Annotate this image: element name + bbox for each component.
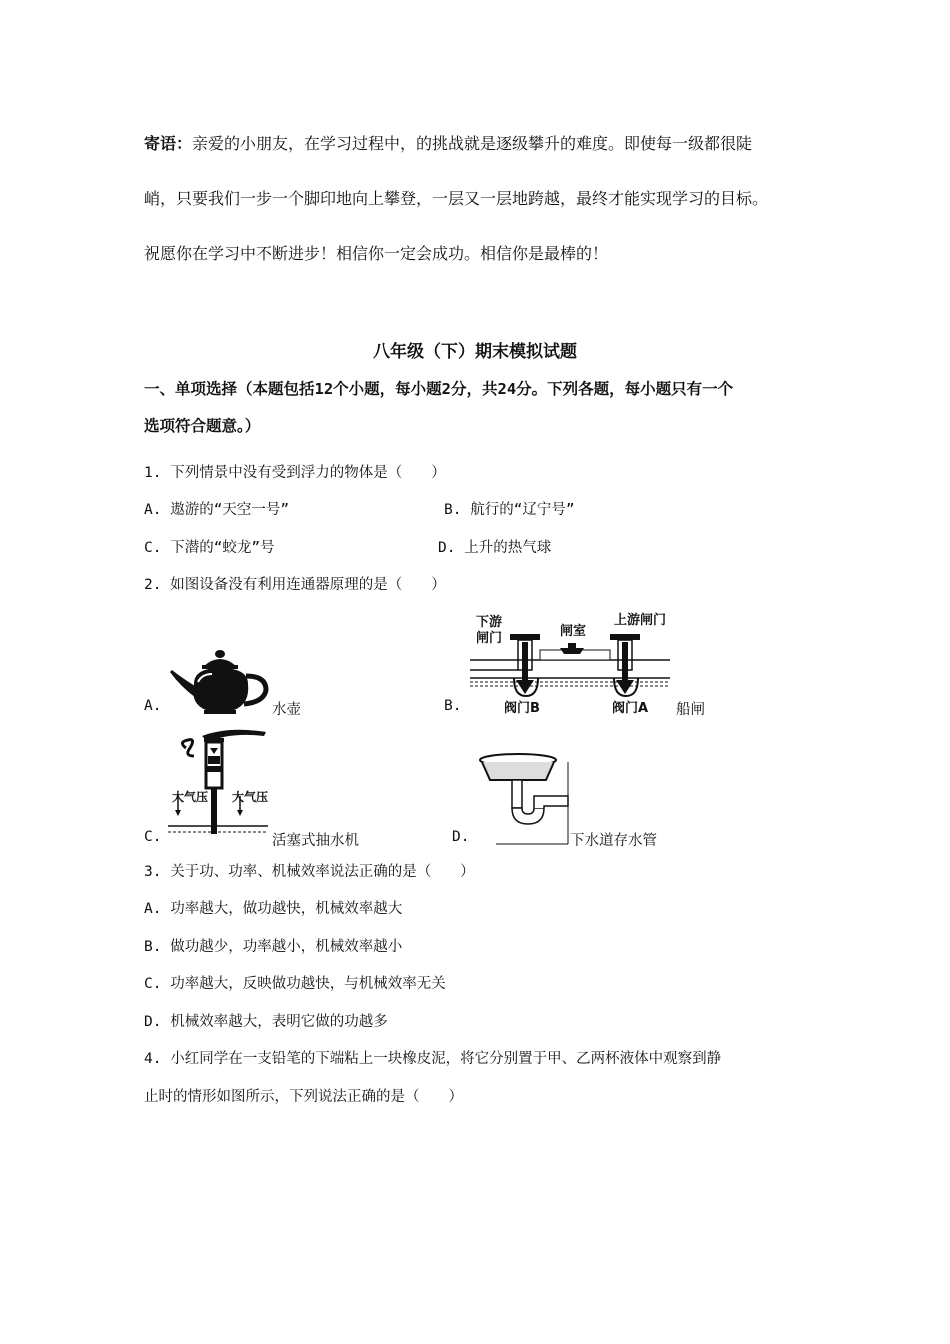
intro-line-3: 祝愿你在学习中不断进步！相信你一定会成功。相信你是最棒的！ — [144, 244, 609, 263]
q3-option-c: C. 功率越大，反映做功越快，与机械效率无关 — [144, 976, 446, 992]
q4-stem-line-2: 止时的情形如图所示，下列说法正确的是（ ） — [144, 1089, 463, 1105]
q2-option-d-letter: D. — [452, 829, 470, 845]
q3-option-d: D. 机械效率越大，表明它做的功越多 — [144, 1014, 388, 1030]
q1-option-b: B. 航行的“辽宁号” — [444, 502, 575, 518]
q2-option-d-caption: 下水道存水管 — [570, 833, 657, 849]
lock-label-downstream-1: 下游 — [476, 615, 503, 630]
q2-option-b-caption: 船闸 — [676, 702, 705, 718]
pump-label-left: 大气压 — [172, 790, 209, 804]
lock-label-downstream-2: 闸门 — [476, 631, 503, 646]
intro-line-2: 峭，只要我们一步一个脚印地向上攀登，一层又一层地跨越，最终才能实现学习的目标。 — [144, 189, 769, 208]
lock-label-upstream: 上游闸门 — [614, 613, 667, 628]
q1-option-d: D. 上升的热气球 — [438, 540, 552, 556]
lock-label-valve-a: 阀门A — [612, 701, 649, 716]
q4-stem-line-1: 4. 小红同学在一支铅笔的下端粘上一块橡皮泥，将它分别置于甲、乙两杯液体中观察到静 — [144, 1051, 722, 1067]
q1-option-c: C. 下潜的“蛟龙”号 — [144, 540, 275, 556]
q1-stem: 1. 下列情景中没有受到浮力的物体是（ ） — [144, 465, 446, 481]
q2-option-a-letter: A. — [144, 698, 162, 714]
page-title: 八年级（下）期末模拟试题 — [373, 342, 577, 362]
q1-option-a: A. 遨游的“天空一号” — [144, 502, 290, 518]
intro-label: 寄语： — [144, 134, 193, 153]
q2-option-c-letter: C. — [144, 829, 162, 845]
lock-label-valve-b: 阀门B — [504, 701, 540, 716]
q2-option-c-caption: 活塞式抽水机 — [272, 833, 359, 849]
q3-option-b: B. 做功越少，功率越小，机械效率越小 — [144, 939, 403, 955]
q2-option-b-letter: B. — [444, 698, 462, 714]
q2-option-a-caption: 水壶 — [272, 702, 301, 718]
piston-pump-figure — [168, 726, 268, 846]
q3-stem: 3. 关于功、功率、机械效率说法正确的是（ ） — [144, 864, 475, 880]
teapot-figure — [168, 648, 273, 720]
sink-trap-figure — [476, 752, 576, 848]
lock-label-chamber: 闸室 — [560, 624, 587, 639]
q3-option-a: A. 功率越大，做功越快，机械效率越大 — [144, 901, 403, 917]
section-heading-line-2: 选项符合题意。） — [144, 417, 261, 435]
intro-line-1 — [144, 131, 752, 154]
intro-text-1: 亲爱的小朋友，在学习过程中，的挑战就是逐级攀升的难度。即使每一级都很陡 — [192, 134, 753, 153]
section-heading-line-1: 一、单项选择（本题包括12个小题，每小题2分，共24分。下列各题，每小题只有一个 — [144, 380, 734, 398]
q2-stem: 2. 如图设备没有利用连通器原理的是（ ） — [144, 577, 446, 593]
pump-label-right: 大气压 — [232, 790, 269, 804]
